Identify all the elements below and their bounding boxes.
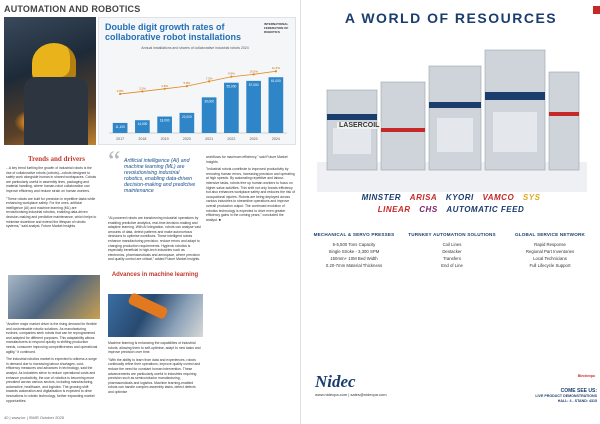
column-item: Regional Part Inventories xyxy=(525,249,575,254)
bar-value-label: 11,100 xyxy=(115,124,125,129)
paragraph: "AI-powered robots are transforming industrial operations by enabling predictive analytics, real-time decision-making and adaptive learning. With AI integration, robots can analyse vast amounts of data, detect patterns and make autonomous decisions to optimise workflows. These intelligent robots enhance manufacturing precision, reduce errors and adapt to changing production requirements. Hygienic robotics is especially beneficial in high-tech industries such as electronics, pharmaceuticals and aerospace, where precision and quality control are critical," added Future Market Insights. xyxy=(108,216,201,262)
share-label: 5.8% xyxy=(183,81,191,86)
chart-subtitle: Annual installations and shares of collaborative industrial robots 2024 xyxy=(141,46,249,50)
advances-heading: Advances in machine learning xyxy=(111,272,199,278)
chart-bar xyxy=(224,83,239,133)
brand-minster: MINSTER xyxy=(361,193,402,202)
capabilities-columns xyxy=(307,232,597,269)
share-label: 11.6% xyxy=(271,66,281,71)
bar-chart xyxy=(103,51,293,143)
paragraph: "These robots are built for precision in repetitive tasks while enhancing workplace safety. For the ones, artificial intelligence (AI) and machine learning (ML) are revolutionising industrial robotics, enabling data-driven decision-making and predictive maintenance, which helps to minimise downtime and extend the lifespan of robotic systems," said analyst, Future Market Insights. xyxy=(6,196,97,229)
column-heading: GLOBAL SERVICE NETWORK xyxy=(514,232,586,237)
share-point xyxy=(275,70,277,72)
advertisement-page xyxy=(300,0,600,424)
column-item: Destacker xyxy=(442,249,462,254)
event-line-2: HALL: 4 - STAND: 4315 xyxy=(557,399,597,403)
x-tick-label: 2017 xyxy=(116,137,125,141)
bar-value-label: 57,000 xyxy=(248,82,259,87)
share-label: 2.8% xyxy=(116,88,124,93)
share-point xyxy=(208,80,210,82)
brand-automatic-feed: AUTOMATIC FEED xyxy=(446,205,525,214)
brand-arisa: ARISA xyxy=(409,193,438,202)
bar-value-label: 55,000 xyxy=(226,84,237,89)
chart-panel xyxy=(98,17,296,145)
text-column-1b xyxy=(6,322,98,414)
brand-chs: CHS xyxy=(419,205,438,214)
quote-mark-icon: “ xyxy=(108,146,121,177)
share-point xyxy=(141,90,143,92)
event-line-1: LIVE PRODUCT DEMONSTRATIONS xyxy=(535,394,597,398)
column-item: 0.20-7mm Material Thickness xyxy=(325,263,383,268)
robot-photo xyxy=(8,275,100,319)
share-label: 7.5% xyxy=(205,76,213,81)
text-column-3 xyxy=(206,155,296,415)
column-item: Local Technicians xyxy=(533,256,567,261)
text-column-2 xyxy=(108,216,202,272)
share-point xyxy=(253,73,255,75)
bar-value-label: 14,000 xyxy=(137,122,148,127)
paragraph: "Another major market driver is the rising demand for flexible and customisable robotic solutions. As manufacturing evolves, companies seek robots that can be reprogrammed and adapted for different purposes. This adaptability allows manufacturers to respond quickly to shifting production needs, consumer improving competitiveness and operational agility," it continued. xyxy=(6,322,98,354)
contact-line[interactable]: www.nidecpa.com | sales@nidecpa.com xyxy=(315,392,387,397)
column-item: Transfers xyxy=(443,256,461,261)
bar-value-label: 39,000 xyxy=(204,99,214,104)
share-point xyxy=(186,85,188,87)
column-item: 5-5,500 Tons Capacity xyxy=(332,242,376,247)
paragraph: workflows for maximum efficiency," said Future Market Insights. xyxy=(206,155,288,164)
share-point xyxy=(164,88,166,90)
blechexpo-logo: Blechexpo xyxy=(577,374,595,378)
pull-quote-text: Artificial intelligence (AI) and machine learning (ML) are revolutionising industrial robotics, enabling data-driven decision-making and predictive maintenance xyxy=(124,158,196,194)
industrial-robot-photo xyxy=(108,294,203,337)
paragraph: The industrial robotics market is expected to witness a surge in demand due to increasing labour shortages, cost-efficiency measures and advances in technology, said the analyst. As industries strive to reduce operational costs and enhance productivity, the use of robotics is becoming more prevalent across various sectors, including manufacturing, automotive, healthcare, and logistics. The growing shift towards automation and digitalisation is expected to drive innovations in robotic technology, further expanding market opportunities. xyxy=(6,357,97,403)
share-label: 4.8% xyxy=(161,83,169,88)
brand-kyori: KYORI xyxy=(445,193,474,202)
bar-value-label: 61,000 xyxy=(271,79,281,84)
chart-bar xyxy=(269,77,284,133)
paragraph: "Industrial robots contribute to improved productivity by removing human errors, increasing precision and operating at high speeds. By automating repetitive and labour-intensive tasks, robots free up human workers to focus on higher-value activities. This shift not only boosts efficiency but also enhances workplace safety and reduces the risk of occupational injuries. Robots are being deployed across various industries to streamline operations and improve overall production output. The continued evolution of robotics technology is expected to drive even greater efficiency gains in the coming years," concluded the analyst. ■ xyxy=(206,167,295,222)
brand-vamco: VAMCO xyxy=(482,193,515,202)
bar-value-label: 22,000 xyxy=(182,114,192,119)
column-item: 150mm+ 10M Bed Width xyxy=(330,256,378,261)
x-tick-label: 2023 xyxy=(249,137,258,141)
press-machines-image xyxy=(317,42,587,192)
column-heading: TURNKEY AUTOMATION SOLUTIONS xyxy=(408,232,496,237)
share-label: 3.2% xyxy=(138,86,146,91)
column-heading: MECHANICAL & SERVO PRESSES xyxy=(313,232,395,237)
event-info xyxy=(507,388,597,404)
pull-quote xyxy=(108,146,200,212)
column-automation xyxy=(405,232,499,269)
section-header: AUTOMATION AND ROBOTICS xyxy=(4,4,141,14)
lasercoil-label: LASERCOIL xyxy=(339,122,380,129)
paragraph: Machine learning is enhancing the capabilities of industrial robots, allowing them to self-optimise, adapt to new tasks and improve precision over time. xyxy=(108,341,201,355)
x-tick-label: 2019 xyxy=(160,137,169,141)
bar-value-label: 18,000 xyxy=(159,118,170,123)
column-item: Single Stroke - 3,300 SPM xyxy=(328,249,380,254)
paragraph: "With the ability to learn from data and experiences, robots continually refine their operations, improve quality control and reduce the need for constant human intervention. These advancements are particularly useful in industries requiring precision such as semiconductor manufacturing, pharmaceuticals and logistics. Machine learning-enabled robots can handle complex assembly tasks, detect defects and optimise xyxy=(108,357,201,394)
share-label: 10.5% xyxy=(249,69,258,74)
column-presses xyxy=(307,232,401,269)
x-tick-label: 2018 xyxy=(138,137,147,141)
share-point xyxy=(230,76,232,78)
column-item: Rapid Response xyxy=(534,242,566,247)
share-label: 9.9% xyxy=(227,71,235,76)
x-tick-label: 2024 xyxy=(271,137,280,141)
brand-sys: SYS xyxy=(522,193,541,202)
trends-heading: Trends and drivers xyxy=(28,155,85,163)
brand-row-1 xyxy=(301,193,600,202)
hero-photo-welder xyxy=(4,17,96,145)
chart-bar xyxy=(246,81,261,133)
brand-row-2 xyxy=(301,205,600,214)
x-tick-label: 2020 xyxy=(182,137,191,141)
page-footer: 40 | www.ixr | ISMR October 2025 xyxy=(4,415,65,420)
nidec-logo: Nidec xyxy=(315,372,356,391)
share-point xyxy=(119,93,121,95)
ifr-logo: INTERNATIONAL FEDERATION OF ROBOTICS xyxy=(264,22,289,34)
column-item: End of Line xyxy=(441,263,463,268)
chart-title: Double digit growth rates of collaborative robot installations xyxy=(105,22,242,42)
x-tick-label: 2021 xyxy=(205,137,214,141)
column-service xyxy=(503,232,597,269)
brand-linear: LINEAR xyxy=(377,205,411,214)
text-column-2b xyxy=(108,341,202,415)
ad-title: A WORLD OF RESOURCES xyxy=(344,10,558,26)
text-column-1 xyxy=(6,166,98,272)
x-tick-label: 2022 xyxy=(227,137,236,141)
paragraph: ...A key trend fuelling the growth of industrial robots is the rise of collaborative robots (cobots)—robots designed to safely work alongside human in shared workspaces. Cobots are particularly useful in assembly lines, packaging and material handling, where human-robot collaboration can improve efficiency and reduce strain on human workers. xyxy=(6,166,97,193)
worker-body xyxy=(24,77,88,145)
come-see-us: COME SEE US: xyxy=(560,388,597,394)
robot-arm xyxy=(127,292,168,320)
column-item: Full Lifecycle Support xyxy=(529,263,571,268)
column-item: Coil Lines xyxy=(442,242,462,247)
